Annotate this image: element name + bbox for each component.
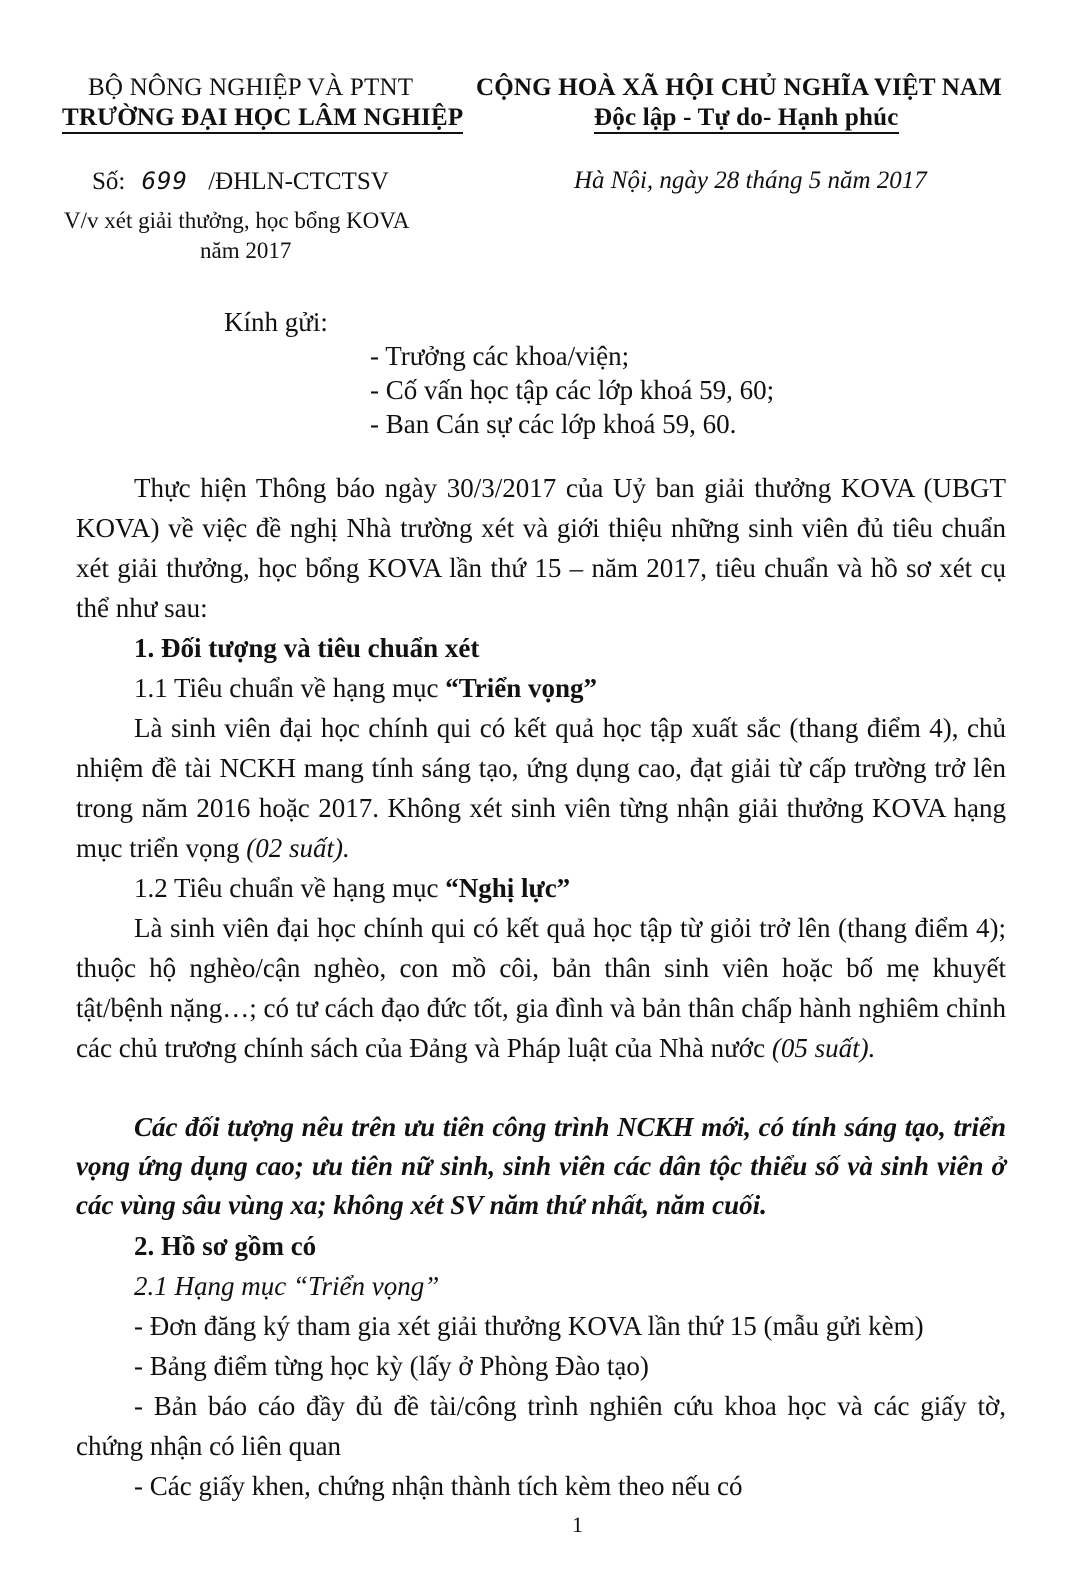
- subject-line-2: năm 2017: [200, 238, 292, 263]
- greeting: Kính gửi:: [224, 307, 328, 337]
- section-1-title: 1. Đối tượng và tiêu chuẩn xét: [134, 633, 480, 663]
- section-1-1-paragraph: [76, 708, 1006, 868]
- document-number-suffix: /ĐHLN-CTCTSV: [208, 168, 389, 195]
- section-1-1-title: [134, 668, 597, 708]
- section-1-1-prefix: 1.1 Tiêu chuẩn về hạng mục: [134, 673, 446, 703]
- document-date: Hà Nội, ngày 28 tháng 5 năm 2017: [574, 167, 927, 194]
- section-1-2-title: [134, 868, 570, 908]
- ministry-name: BỘ NÔNG NGHIỆP VÀ PTNT: [88, 74, 414, 101]
- national-title: CỘNG HOÀ XÃ HỘI CHỦ NGHĨA VIỆT NAM: [476, 74, 1003, 101]
- recipient-item: - Trưởng các khoa/viện;: [370, 341, 630, 371]
- section-1-1-quota: (02 suất).: [246, 833, 350, 863]
- section-1-2-text: Là sinh viên đại học chính qui có kết quả học tập từ giỏi trở lên (thang điểm 4); thuộc hộ nghèo/cận nghèo, con mồ côi, bản thân sinh viên hoặc bố mẹ khuyết tật/bệnh nặng…; có tư cách đạo đức tốt, gia đình và bản thân chấp hành nghiêm chỉnh các chủ trương chính sách của Đảng và Pháp luật của Nhà nước: [76, 913, 1006, 1063]
- section-2-1-title: 2.1 Hạng mục “Triển vọng”: [134, 1271, 440, 1301]
- national-motto: [594, 104, 899, 132]
- recipient-item: - Ban Cán sự các lớp khoá 59, 60.: [370, 409, 737, 439]
- document-number-handwritten: 699: [141, 167, 188, 195]
- document-list-item: - Đơn đăng ký tham gia xét giải thưởng KOVA lần thứ 15 (mẫu gửi kèm): [134, 1311, 924, 1341]
- subject-line-1: V/v xét giải thưởng, học bổng KOVA: [64, 208, 410, 233]
- priority-paragraph: Các đối tượng nêu trên ưu tiên công trình NCKH mới, có tính sáng tạo, triển vọng ứng dụng cao; ưu tiên nữ sinh, sinh viên các dân tộc thiểu số và sinh viên ở các vùng sâu vùng xa; không xét SV năm thứ nhất, năm cuối.: [76, 1112, 1006, 1220]
- document-list-item: - Bản báo cáo đầy đủ đề tài/công trình nghiên cứu khoa học và các giấy tờ, chứng nhận có liên quan: [76, 1391, 1006, 1461]
- national-motto-text: Độc lập - Tự do- Hạnh phúc: [594, 104, 899, 134]
- section-2-title: 2. Hồ sơ gồm có: [134, 1231, 317, 1261]
- page-number: 1: [572, 1512, 583, 1537]
- document-number-label: Số:: [92, 168, 126, 195]
- section-1-2-paragraph: [76, 908, 1006, 1068]
- document-list-item: - Các giấy khen, chứng nhận thành tích kèm theo nếu có: [134, 1471, 743, 1501]
- document-number: [92, 167, 389, 196]
- section-1-1-text: Là sinh viên đại học chính qui có kết quả học tập xuất sắc (thang điểm 4), chủ nhiệm đề tài NCKH mang tính sáng tạo, ứng dụng cao, đạt giải từ cấp trường trở lên trong năm 2016 hoặc 2017. Không xét sinh viên từng nhận giải thưởng KOVA hạng mục triển vọng: [76, 713, 1006, 863]
- section-1-2-prefix: 1.2 Tiêu chuẩn về hạng mục: [134, 873, 446, 903]
- university-name-text: TRƯỜNG ĐẠI HỌC LÂM NGHIỆP: [62, 104, 463, 134]
- university-name: [62, 104, 463, 132]
- intro-paragraph: Thực hiện Thông báo ngày 30/3/2017 của Uỷ ban giải thưởng KOVA (UBGT KOVA) về việc đề nghị Nhà trường xét và giới thiệu những sinh viên đủ tiêu chuẩn xét giải thưởng, học bổng KOVA lần thứ 15 – năm 2017, tiêu chuẩn và hồ sơ xét cụ thể như sau:: [76, 473, 1006, 623]
- document-list-item: - Bảng điểm từng học kỳ (lấy ở Phòng Đào tạo): [134, 1351, 649, 1381]
- section-1-2-quota: (05 suất).: [771, 1033, 876, 1063]
- section-1-2-category: “Nghị lực”: [445, 873, 571, 903]
- recipient-item: - Cố vấn học tập các lớp khoá 59, 60;: [370, 375, 775, 405]
- section-1-1-category: “Triển vọng”: [445, 673, 597, 703]
